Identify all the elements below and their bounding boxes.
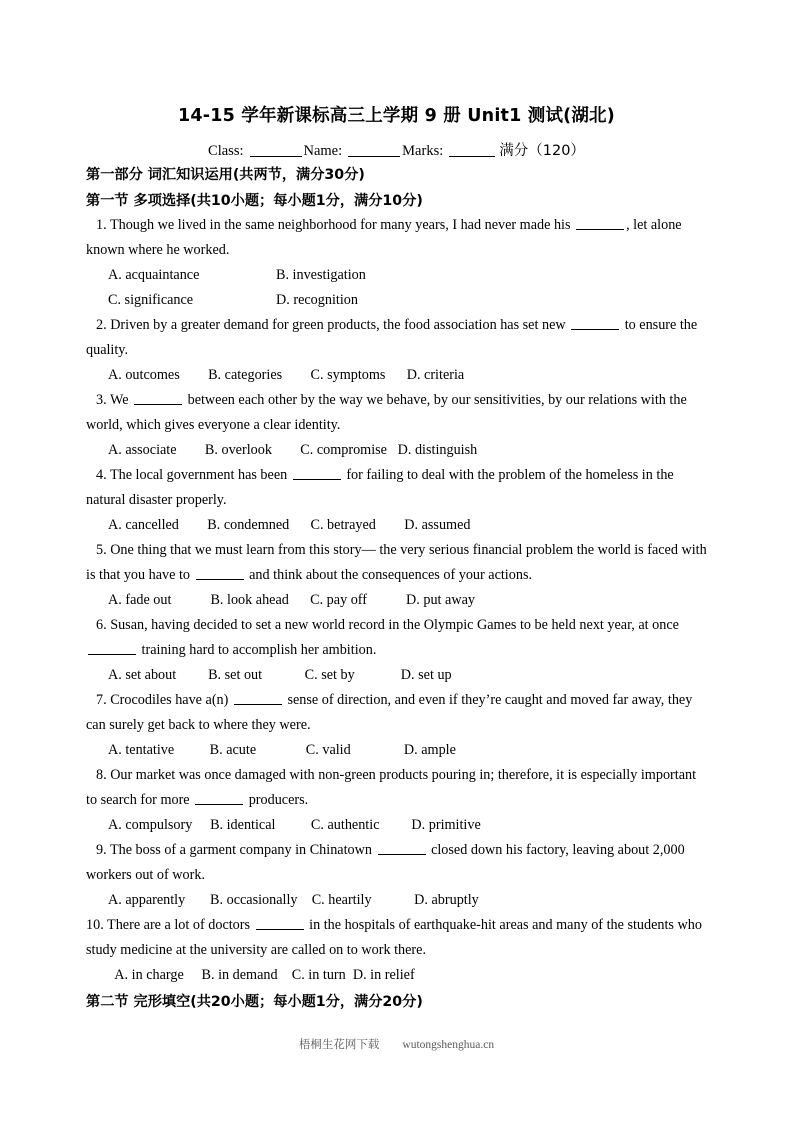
- question-text: Driven by a greater demand for green products, the food association has set new: [110, 317, 566, 333]
- name-input-blank[interactable]: [348, 156, 400, 157]
- question-text-post: producers.: [248, 792, 309, 808]
- option-row[interactable]: A. fade out B. look ahead C. pay off D. put away: [108, 592, 475, 608]
- question-stem: [86, 313, 707, 338]
- question-stem: [86, 388, 707, 413]
- option-row[interactable]: A. outcomes B. categories C. symptoms D. criteria: [108, 367, 465, 383]
- section-one-heading-text: 第一节 多项选择(共10小题；每小题1分，满分10分): [86, 193, 423, 209]
- page-title: 14-15 学年新课标高三上学期 9 册 Unit1 测试(湖北): [178, 106, 615, 126]
- total-score-label: 满分（120）: [499, 143, 585, 159]
- footer-site-url: wutongshenghua.cn: [402, 1039, 495, 1051]
- answer-blank[interactable]: [88, 654, 136, 655]
- question-stem-continued: world, which gives everyone a clear identity.: [86, 417, 341, 433]
- page-footer: [0, 1036, 793, 1052]
- question-text-post: training hard to accomplish her ambition.: [141, 642, 377, 658]
- question-text: The local government has been: [109, 467, 288, 483]
- question-stem: [86, 838, 707, 863]
- question-stem: [86, 913, 707, 938]
- section-two-heading: [86, 988, 707, 1014]
- option-row[interactable]: A. apparently B. occasionally C. heartily D. abruptly: [108, 892, 479, 908]
- question-number: 5.: [96, 542, 107, 558]
- option-row[interactable]: A. in charge B. in demand C. in turn D. in relief: [108, 967, 415, 983]
- footer-site-name: 梧桐生花网下载: [298, 1037, 380, 1051]
- question-number: 2.: [96, 317, 107, 333]
- question-text-tail: for failing to deal with the problem of the homeless in the: [346, 467, 674, 483]
- question-stem-continued: quality.: [86, 342, 129, 358]
- option-d[interactable]: D. recognition: [276, 292, 358, 308]
- question-number: 10.: [86, 917, 104, 933]
- question-stem-continued: study medicine at the university are called on to work there.: [86, 942, 426, 958]
- answer-blank[interactable]: [134, 404, 182, 405]
- student-info-line: [86, 128, 707, 161]
- answer-blank[interactable]: [195, 804, 243, 805]
- answer-blank[interactable]: [378, 854, 426, 855]
- section-one-heading: [86, 187, 707, 213]
- question-stem-continued: [86, 563, 707, 588]
- question-text: Our market was once damaged with non-green products pouring in; therefore, it is especially important: [110, 767, 697, 783]
- question-stem-continued: [86, 788, 707, 813]
- question-stem-continued: known where he worked.: [86, 242, 230, 258]
- answer-blank[interactable]: [256, 929, 304, 930]
- answer-blank[interactable]: [576, 229, 624, 230]
- question-stem: [86, 213, 707, 238]
- question-number: 1.: [96, 217, 107, 233]
- question-stem: [86, 463, 707, 488]
- question-text-tail: closed down his factory, leaving about 2,000: [431, 842, 685, 858]
- part-one-heading-text: 第一部分 词汇知识运用(共两节，满分30分): [86, 167, 365, 183]
- option-row[interactable]: A. tentative B. acute C. valid D. ample: [108, 742, 456, 758]
- option-row[interactable]: A. cancelled B. condemned C. betrayed D. assumed: [108, 517, 471, 533]
- question-text: We: [109, 392, 129, 408]
- question-stem: [86, 688, 707, 713]
- question-text: The boss of a garment company in Chinatown: [109, 842, 372, 858]
- question-number: 8.: [96, 767, 107, 783]
- question-text: There are a lot of doctors: [107, 917, 251, 933]
- question-text-pre: to search for more: [86, 792, 190, 808]
- question-stem-continued: can surely get back to where they were.: [86, 717, 311, 733]
- question-text: Though we lived in the same neighborhood for many years, I had never made his: [109, 217, 571, 233]
- section-two-heading-text: 第二节 完形填空(共20小题；每小题1分，满分20分): [86, 994, 423, 1010]
- question-number: 7.: [96, 692, 107, 708]
- question-text-tail: , let alone: [626, 217, 682, 233]
- question-number: 9.: [96, 842, 107, 858]
- option-row: [86, 263, 707, 288]
- question-stem-continued: [86, 638, 707, 663]
- option-c[interactable]: C. significance: [108, 292, 194, 308]
- question-stem-continued: natural disaster properly.: [86, 492, 227, 508]
- class-label: Class:: [208, 143, 244, 159]
- question-number: 6.: [96, 617, 107, 633]
- question-text-pre: is that you have to: [86, 567, 191, 583]
- question-stem: [86, 763, 707, 788]
- option-row[interactable]: A. set about B. set out C. set by D. set up: [108, 667, 452, 683]
- option-a[interactable]: A. acquaintance: [108, 267, 200, 283]
- question-stem: [86, 538, 707, 563]
- answer-blank[interactable]: [234, 704, 282, 705]
- question-stem-continued: workers out of work.: [86, 867, 205, 883]
- question-text: Susan, having decided to set a new world record in the Olympic Games to be held next year, at once: [110, 617, 679, 633]
- option-row[interactable]: A. compulsory B. identical C. authentic D. primitive: [108, 817, 481, 833]
- question-text-tail: sense of direction, and even if they’re caught and moved far away, they: [287, 692, 693, 708]
- part-one-heading: [86, 161, 707, 187]
- answer-blank[interactable]: [293, 479, 341, 480]
- class-input-blank[interactable]: [250, 156, 302, 157]
- option-row[interactable]: A. associate B. overlook C. compromise D. distinguish: [108, 442, 478, 458]
- question-text-post: and think about the consequences of your actions.: [249, 567, 533, 583]
- marks-label: Marks:: [402, 143, 444, 159]
- option-row: [86, 288, 707, 313]
- name-label: Name:: [303, 143, 343, 159]
- option-b[interactable]: B. investigation: [276, 267, 366, 283]
- question-number: 3.: [96, 392, 107, 408]
- question-text: One thing that we must learn from this story— the very serious financial problem the world is faced with: [110, 542, 707, 558]
- answer-blank[interactable]: [571, 329, 619, 330]
- answer-blank[interactable]: [196, 579, 244, 580]
- question-text-tail: in the hospitals of earthquake-hit areas and many of the students who: [309, 917, 702, 933]
- question-text-tail: between each other by the way we behave, by our sensitivities, by our relations with the: [187, 392, 687, 408]
- marks-input-blank[interactable]: [449, 156, 495, 157]
- question-text: Crocodiles have a(n): [110, 692, 229, 708]
- question-text-tail: to ensure the: [624, 317, 698, 333]
- question-number: 4.: [96, 467, 107, 483]
- question-stem: [86, 613, 707, 638]
